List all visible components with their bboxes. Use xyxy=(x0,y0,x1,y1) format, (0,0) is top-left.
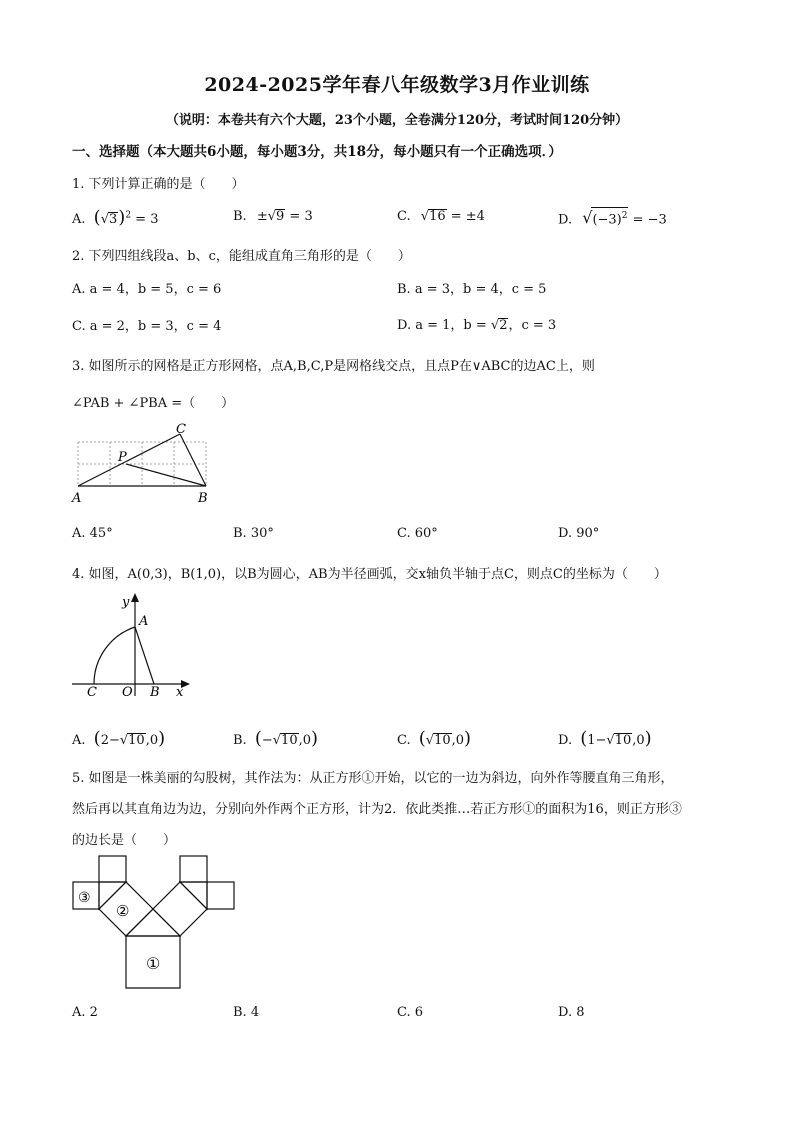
q4-label-x: x xyxy=(176,685,184,700)
q1-option-a: A. $(√3)^2 = 3$ xyxy=(72,207,159,228)
q1-option-c: C. √16 = ±4 xyxy=(397,209,485,224)
q4-label-c: C xyxy=(87,685,97,700)
q1-option-b: B. ±√9 = 3 xyxy=(233,209,313,224)
q3-option-c: C. 60° xyxy=(397,526,438,541)
q2-option-d-suffix: ，c = 3 xyxy=(508,318,557,333)
q4-label-o: O xyxy=(122,685,133,700)
q4-coordinate-figure xyxy=(68,588,198,700)
label-square-3: ③ xyxy=(78,890,91,906)
page-title: 2024-2025学年春八年级数学3月作业训练 xyxy=(204,74,590,96)
q3-grid-figure xyxy=(68,420,218,508)
q4-option-b-label: B. xyxy=(233,733,247,748)
square-3-right-side xyxy=(207,882,234,909)
q3-option-d: D. 90° xyxy=(558,526,600,541)
q3-label-a: A xyxy=(72,491,82,506)
q2-option-b: B. a = 3，b = 4，c = 5 xyxy=(397,282,547,297)
q2-option-d-prefix: D. a = 1，b = xyxy=(397,318,491,333)
square-3-left-top xyxy=(99,856,126,882)
q3-label-c: C xyxy=(176,422,186,437)
q3-stem-line1: 3. 如图所示的网格是正方形网格，点A,B,C,P是网格线交点，且点P在∨ABC的边AC上，则 xyxy=(72,359,595,374)
q5-stem-line1: 5. 如图是一株美丽的勾股树，其作法为：从正方形①开始，以它的一边为斜边，向外作等腰直角三角形， xyxy=(72,771,674,786)
q1-option-d-label: D. xyxy=(558,212,573,228)
q5-stem-line3: 的边长是（ ） xyxy=(72,833,177,848)
q2-option-a: A. a = 4，b = 5，c = 6 xyxy=(72,282,222,297)
q4-label-b: B xyxy=(150,685,160,700)
q2-option-d: D. a = 1，b = √2，c = 3 xyxy=(397,318,557,333)
q5-stem-line2: 然后再以其直角边为边，分别向外作两个正方形，计为2．依此类推…若正方形①的面积为16，则正方形③ xyxy=(72,802,682,817)
q5-option-a: A. 2 xyxy=(72,1005,98,1020)
label-square-2: ② xyxy=(116,902,130,920)
y-axis-arrow-icon xyxy=(131,593,139,602)
q5-option-d: D. 8 xyxy=(558,1005,585,1020)
q2-option-c: C. a = 2，b = 3，c = 4 xyxy=(72,319,222,334)
triangle-2-right xyxy=(180,882,207,909)
triangle-1 xyxy=(126,909,180,936)
square-2-right xyxy=(153,882,207,936)
q4-stem: 4. 如图，A(0,3)，B(1,0)，以B为圆心，AB为半径画弧，交x轴负半轴于点C，则点C的坐标为（ ） xyxy=(72,567,667,582)
q4-option-d: D. (1−√10,0) xyxy=(558,728,652,749)
q5-option-b: B. 4 xyxy=(233,1005,260,1020)
q4-segment-ab xyxy=(135,627,154,684)
q3-option-b: B. 30° xyxy=(233,526,274,541)
q3-option-a: A. 45° xyxy=(72,526,113,541)
q1-option-a-label: A. xyxy=(72,212,86,227)
q4-option-d-label: D. xyxy=(558,733,573,748)
section-heading: 一、选择题（本大题共6小题，每小题3分，共18分，每小题只有一个正确选项．） xyxy=(72,144,562,160)
q4-arc xyxy=(94,627,135,684)
q3-stem-line2: ∠PAB + ∠PBA =（ ） xyxy=(72,396,235,411)
q5-pythagoras-tree xyxy=(68,852,243,992)
q4-option-a: A. (2−√10,0) xyxy=(72,728,166,749)
q5-option-c: C. 6 xyxy=(397,1005,424,1020)
q2-stem: 2. 下列四组线段a、b、c，能组成直角三角形的是（ ） xyxy=(72,249,411,264)
q4-option-c-label: C. xyxy=(397,733,411,748)
q1-option-c-label: C. xyxy=(397,209,411,224)
exam-note: （说明：本卷共有六个大题，23个小题，全卷满分120分，考试时间120分钟） xyxy=(165,113,629,128)
q1-stem: 1. 下列计算正确的是（ ） xyxy=(72,177,245,192)
q4-option-b: B. (−√10,0) xyxy=(233,728,319,749)
q3-label-p: P xyxy=(118,450,127,465)
q3-label-b: B xyxy=(198,491,208,506)
q4-option-c: C. (√10,0) xyxy=(397,728,472,749)
label-square-1: ① xyxy=(146,954,161,973)
q4-label-y: y xyxy=(122,595,130,610)
q1-option-d: D. $√(-3)^2 = -3$ xyxy=(558,208,667,228)
square-3-right-top xyxy=(180,856,207,882)
q4-label-a: A xyxy=(139,614,149,629)
q4-option-a-label: A. xyxy=(72,733,86,748)
q1-option-b-label: B. xyxy=(233,209,247,224)
